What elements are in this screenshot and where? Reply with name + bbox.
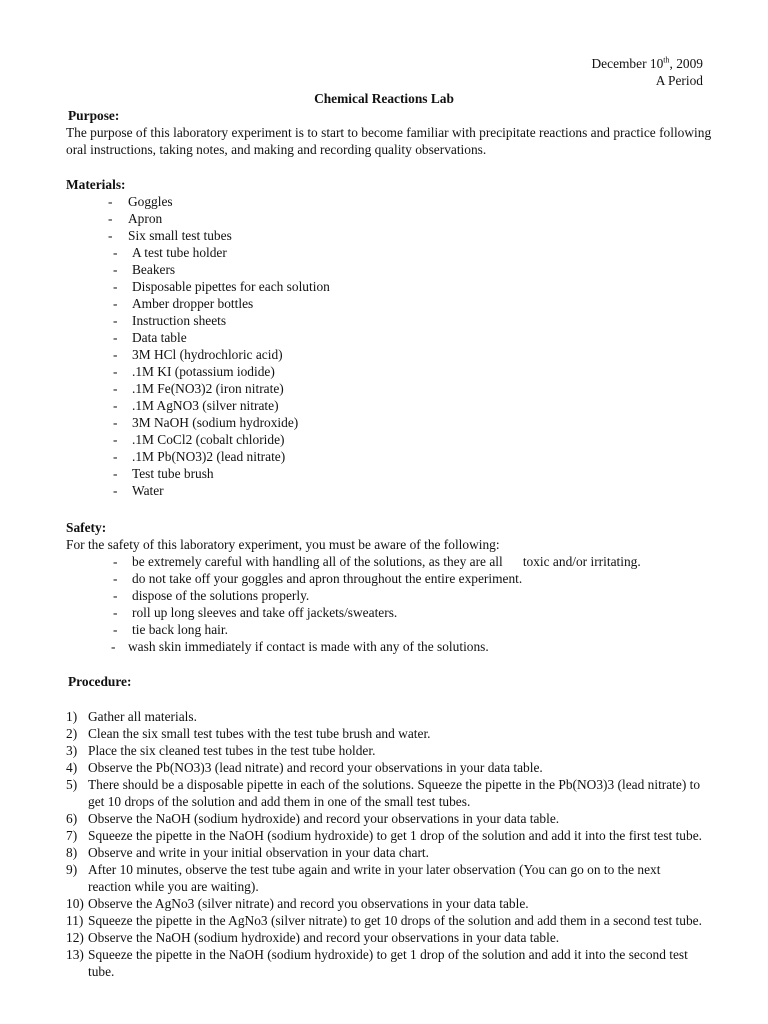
list-item: - .1M KI (potassium iodide) — [113, 364, 275, 379]
date-text: December 10 — [591, 56, 664, 71]
date-block — [592, 55, 703, 89]
list-item: - Beakers — [113, 262, 176, 277]
date-year: , 2009 — [669, 56, 703, 71]
list-item: 2) Clean the six small test tubes with the test tube brush and water. — [66, 726, 431, 741]
list-item: - .1M Fe(NO3)2 (iron nitrate) — [113, 381, 284, 396]
list-item: - .1M Pb(NO3)2 (lead nitrate) — [113, 449, 286, 464]
safety-intro: For the safety of this laboratory experiment, you must be aware of the following: — [66, 537, 500, 552]
procedure-steps — [66, 708, 706, 980]
materials-section — [66, 176, 716, 499]
class-period: A Period — [655, 73, 703, 88]
procedure-section — [66, 673, 706, 980]
purpose-heading: Purpose: — [68, 108, 120, 123]
list-item: 4) Observe the Pb(NO3)3 (lead nitrate) and record your observations in your data table. — [66, 760, 543, 775]
list-item: - do not take off your goggles and apron throughout the entire experiment. — [113, 571, 523, 586]
list-item: - Data table — [113, 330, 187, 345]
list-item: - Apron — [108, 211, 163, 226]
list-item: - Six small test tubes — [108, 228, 232, 243]
purpose-section — [66, 107, 716, 158]
list-item: - be extremely careful with handling all of the solutions, as they are all toxic and/or irritating. — [113, 554, 641, 569]
list-item: - .1M AgNO3 (silver nitrate) — [113, 398, 279, 413]
list-item: - .1M CoCl2 (cobalt chloride) — [113, 432, 285, 447]
list-item: - Goggles — [108, 194, 173, 209]
list-item: 9) After 10 minutes, observe the test tube again and write in your later observation (You can go on to the next reaction while you are waiting). — [66, 862, 661, 894]
materials-heading: Materials: — [66, 177, 126, 192]
list-item: - tie back long hair. — [113, 622, 228, 637]
list-item: 6) Observe the NaOH (sodium hydroxide) and record your observations in your data table. — [66, 811, 560, 826]
list-item: 1) Gather all materials. — [66, 709, 197, 724]
list-item: 10) Observe the AgNo3 (silver nitrate) and record you observations in your data table. — [66, 896, 529, 911]
list-item: 11) Squeeze the pipette in the AgNo3 (silver nitrate) to get 10 drops of the solution and add them in a second test tube. — [66, 913, 702, 928]
safety-list — [66, 553, 716, 655]
list-item: 8) Observe and write in your initial observation in your data chart. — [66, 845, 429, 860]
purpose-text: The purpose of this laboratory experiment is to start to become familiar with precipitate reactions and practice following oral instructions, taking notes, and making and recording quality observations. — [66, 125, 712, 157]
list-item: - Water — [113, 483, 164, 498]
list-item: - Instruction sheets — [113, 313, 227, 328]
list-item: - 3M NaOH (sodium hydroxide) — [113, 415, 299, 430]
list-item: 12) Observe the NaOH (sodium hydroxide) and record your observations in your data table. — [66, 930, 560, 945]
list-item: 13) Squeeze the pipette in the NaOH (sodium hydroxide) to get 1 drop of the solution and add it into the second test tube. — [66, 947, 688, 979]
list-item: 3) Place the six cleaned test tubes in the test tube holder. — [66, 743, 376, 758]
materials-list — [66, 193, 716, 499]
list-item: 7) Squeeze the pipette in the NaOH (sodium hydroxide) to get 1 drop of the solution and add it into the first test tube. — [66, 828, 702, 843]
document-title: Chemical Reactions Lab — [314, 91, 454, 106]
list-item: - Disposable pipettes for each solution — [113, 279, 330, 294]
list-item: - A test tube holder — [113, 245, 227, 260]
list-item: - Test tube brush — [113, 466, 214, 481]
list-item: - Amber dropper bottles — [113, 296, 254, 311]
safety-section — [66, 519, 716, 655]
list-item: 5) There should be a disposable pipette in each of the solutions. Squeeze the pipette in the Pb(NO3)3 (lead nitrate) to get 10 drops of the solution and add them in one of the small test tubes. — [66, 777, 701, 809]
list-item: - wash skin immediately if contact is made with any of the solutions. — [111, 639, 489, 654]
list-item: - dispose of the solutions properly. — [113, 588, 310, 603]
list-item: - roll up long sleeves and take off jackets/sweaters. — [113, 605, 398, 620]
safety-heading: Safety: — [66, 520, 107, 535]
date-ordinal: th — [663, 55, 670, 65]
list-item: - 3M HCl (hydrochloric acid) — [113, 347, 283, 362]
date-line — [592, 55, 703, 72]
procedure-heading: Procedure: — [68, 674, 132, 689]
